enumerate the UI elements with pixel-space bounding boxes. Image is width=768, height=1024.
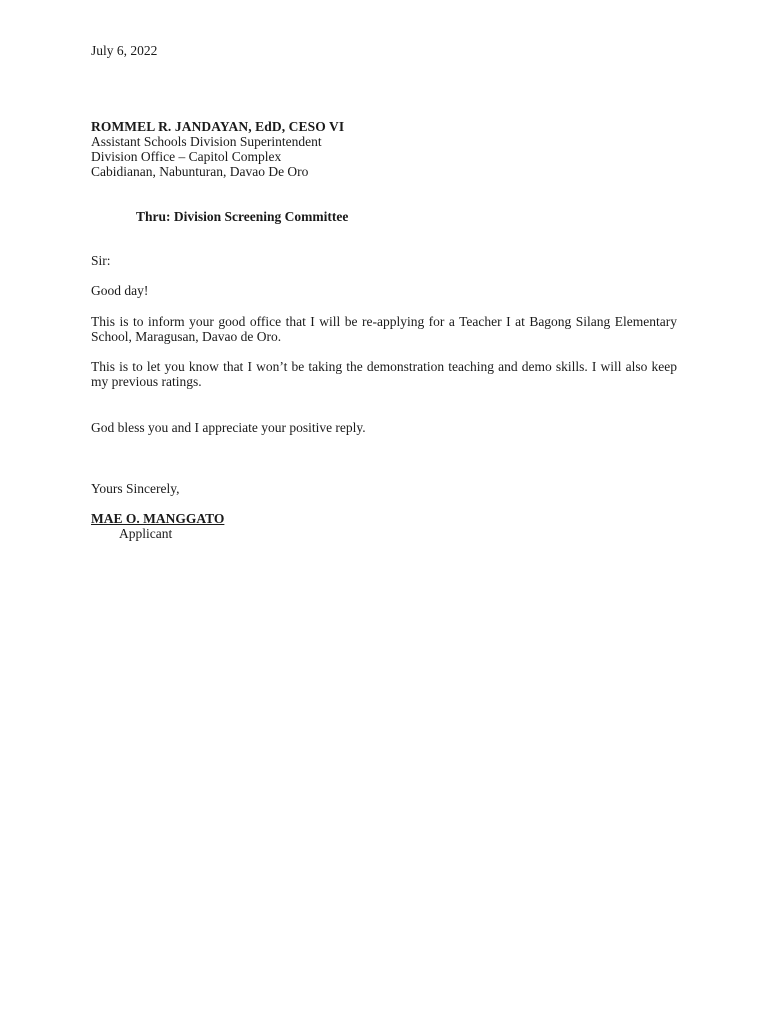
signer-name: MAE O. MANGGATO: [91, 511, 225, 526]
signature-block: [91, 511, 677, 541]
letter-date: July 6, 2022: [91, 43, 158, 58]
recipient-block: [91, 119, 677, 179]
salutation: Sir:: [91, 253, 111, 268]
recipient-office: Division Office – Capitol Complex: [91, 149, 282, 164]
signer-title: Applicant: [119, 526, 173, 541]
greeting: Good day!: [91, 283, 149, 298]
body-paragraph-2: This is to let you know that I won’t be taking the demonstration teaching and demo skills. I will also keep my previous ratings.: [91, 359, 677, 389]
thru-line: Thru: Division Screening Committee: [136, 209, 349, 224]
body-paragraph-1: This is to inform your good office that I will be re-applying for a Teacher I at Bagong Silang Elementary School, Maragusan, Davao de Oro.: [91, 314, 677, 344]
recipient-name: ROMMEL R. JANDAYAN, EdD, CESO VI: [91, 119, 345, 134]
closing-line: God bless you and I appreciate your positive reply.: [91, 420, 366, 435]
valediction: Yours Sincerely,: [91, 481, 180, 496]
recipient-title: Assistant Schools Division Superintendent: [91, 134, 322, 149]
recipient-address: Cabidianan, Nabunturan, Davao De Oro: [91, 164, 309, 179]
